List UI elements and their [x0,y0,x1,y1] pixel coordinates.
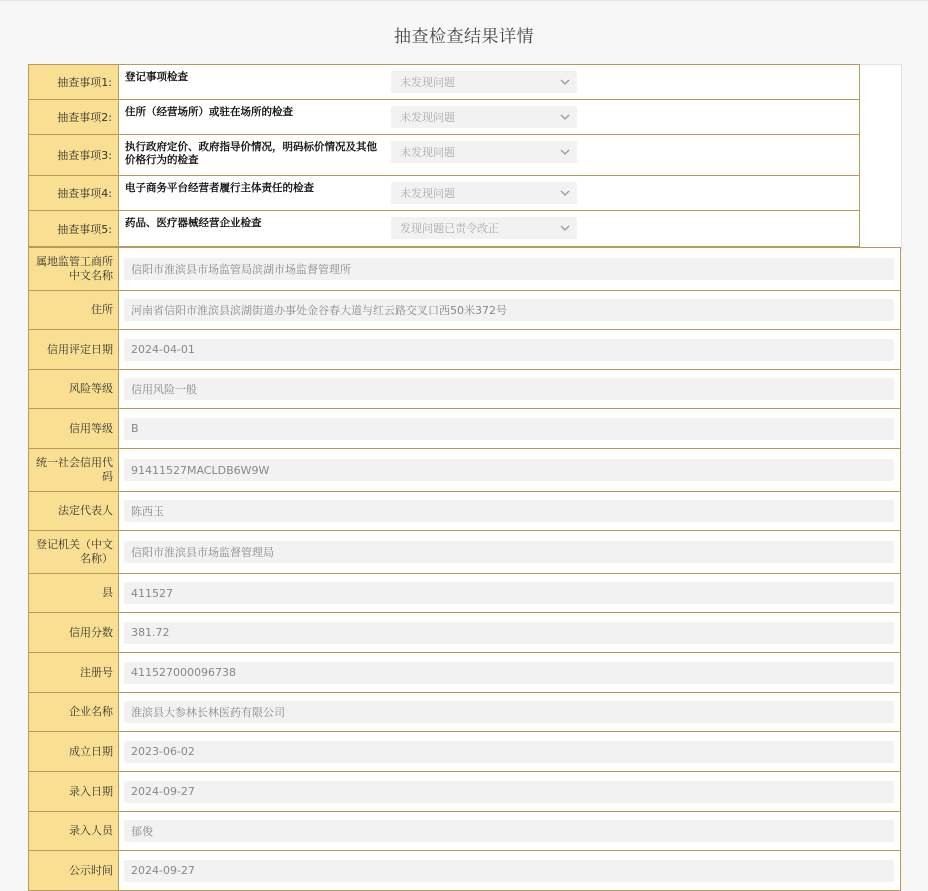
info-row [28,653,901,693]
info-label: 法定代表人 [29,492,119,530]
info-label: 录入人员 [29,812,119,850]
check-result-value: 未发现问题 [400,146,455,159]
check-item-label: 抽查事项3: [29,135,119,175]
info-value: 郁俊 [124,820,894,842]
check-result-value: 未发现问题 [400,187,455,200]
info-value: 河南省信阳市淮滨县滨湖街道办事处金谷春大道与红云路交叉口西50米372号 [124,299,894,321]
check-item-row [28,211,860,247]
page-title: 抽查检查结果详情 [394,27,534,47]
chevron-down-icon [559,187,571,199]
info-value: 411527000096738 [124,662,894,684]
check-item-row [28,64,860,100]
chevron-down-icon [559,222,571,234]
enterprise-info-table [28,247,901,891]
info-value: 91411527MACLDB6W9W [124,459,894,481]
check-result-select[interactable] [391,217,577,239]
info-row [28,851,901,891]
info-row [28,492,901,531]
info-label: 成立日期 [29,732,119,771]
info-value: 2023-06-02 [124,741,894,763]
info-value: 2024-09-27 [124,781,894,803]
check-result-value: 发现问题已责令改正 [400,222,499,235]
info-value: 2024-09-27 [124,860,894,882]
info-label: 注册号 [29,653,119,692]
check-item-label: 抽查事项4: [29,176,119,210]
info-row [28,330,901,370]
info-label: 企业名称 [29,693,119,731]
info-label: 信用等级 [29,409,119,448]
check-result-select[interactable] [391,141,577,163]
info-row [28,772,901,812]
chevron-down-icon [559,76,571,88]
check-item-text: 执行政府定价、政府指导价情况，明码标价情况及其他价格行为的检查 [125,141,377,166]
chevron-down-icon [559,111,571,123]
info-value: 381.72 [124,622,894,644]
info-row [28,291,901,330]
info-row [28,370,901,409]
info-row [28,247,901,291]
check-item-text: 电子商务平台经营者履行主体责任的检查 [125,182,314,194]
info-label: 统一社会信用代码 [29,449,119,491]
info-label: 录入日期 [29,772,119,811]
check-item-label: 抽查事项2: [29,100,119,134]
check-item-row [28,135,860,176]
info-value: 陈西玉 [124,500,894,522]
check-item-text: 住所（经营场所）或驻在场所的检查 [125,106,293,118]
check-result-value: 未发现问题 [400,111,455,124]
top-divider [0,0,928,1]
info-value: 信用风险一般 [124,378,894,400]
info-label: 县 [29,574,119,612]
info-value: 信阳市淮滨县市场监督管理局 [124,541,894,563]
info-row [28,732,901,772]
check-items-table [28,64,860,247]
info-row [28,574,901,613]
info-value: 2024-04-01 [124,339,894,361]
info-value: 信阳市淮滨县市场监管局滨湖市场监督管理所 [124,258,894,280]
check-item-row [28,176,860,211]
info-label: 属地监管工商所中文名称 [29,248,119,290]
check-result-select[interactable] [391,182,577,204]
info-label: 公示时间 [29,851,119,890]
info-row [28,449,901,492]
info-value: 411527 [124,582,894,604]
info-row [28,812,901,851]
chevron-down-icon [559,146,571,158]
info-label: 风险等级 [29,370,119,408]
info-label: 信用评定日期 [29,330,119,369]
info-label: 信用分数 [29,613,119,652]
info-label: 登记机关（中文名称） [29,531,119,573]
info-row [28,409,901,449]
check-item-label: 抽查事项1: [29,65,119,99]
check-item-label: 抽查事项5: [29,211,119,246]
check-item-row [28,100,860,135]
info-value: B [124,418,894,440]
info-value: 淮滨县大参林长林医药有限公司 [124,701,894,723]
check-result-value: 未发现问题 [400,76,455,89]
info-row [28,531,901,574]
check-item-text: 登记事项检查 [125,71,188,83]
check-result-select[interactable] [391,71,577,93]
info-label: 住所 [29,291,119,329]
info-row [28,613,901,653]
check-result-select[interactable] [391,106,577,128]
check-item-text: 药品、医疗器械经营企业检查 [125,217,262,229]
info-row [28,693,901,732]
